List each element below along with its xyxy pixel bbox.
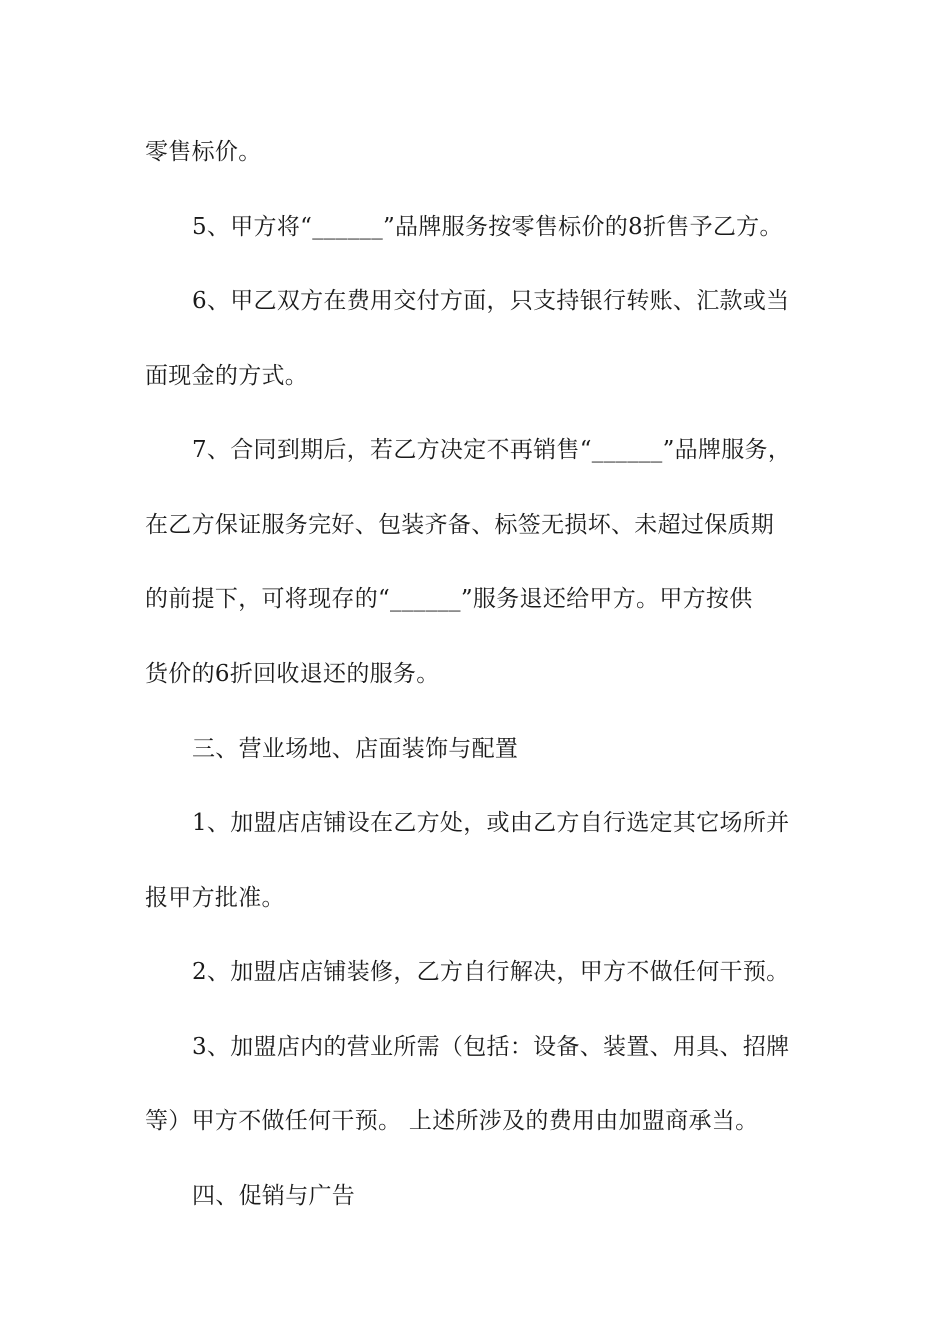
clause-6: 6、甲乙双方在费用交付方面，只支持银行转账、汇款或当 <box>192 288 790 314</box>
section-heading-4: 四、促销与广告 <box>192 1183 356 1209</box>
text-line: 在乙方保证服务完好、包装齐备、标签无损坏、未超过保质期 <box>145 512 775 538</box>
clause-2: 2、加盟店店铺装修，乙方自行解决，甲方不做任何干预。 <box>192 959 790 985</box>
text-line: 报甲方批准。 <box>145 885 285 911</box>
text-line: 的前提下，可将现存的“______”服务退还给甲方。甲方按供 <box>145 586 753 612</box>
text-line: 面现金的方式。 <box>145 363 309 389</box>
clause-7: 7、合同到期后，若乙方决定不再销售“______”品牌服务， <box>192 437 792 463</box>
text-line: 等）甲方不做任何干预。 上述所涉及的费用由加盟商承当。 <box>145 1108 759 1134</box>
text-line: 零售标价。 <box>145 139 262 165</box>
clause-5: 5、甲方将“______”品牌服务按零售标价的8折售予乙方。 <box>192 214 783 240</box>
clause-1: 1、加盟店店铺设在乙方处，或由乙方自行选定其它场所并 <box>192 810 790 836</box>
section-heading-3: 三、营业场地、店面装饰与配置 <box>192 736 519 762</box>
text-line: 货价的6折回收退还的服务。 <box>145 661 440 687</box>
clause-3: 3、加盟店内的营业所需（包括：设备、装置、用具、招牌 <box>192 1034 790 1060</box>
